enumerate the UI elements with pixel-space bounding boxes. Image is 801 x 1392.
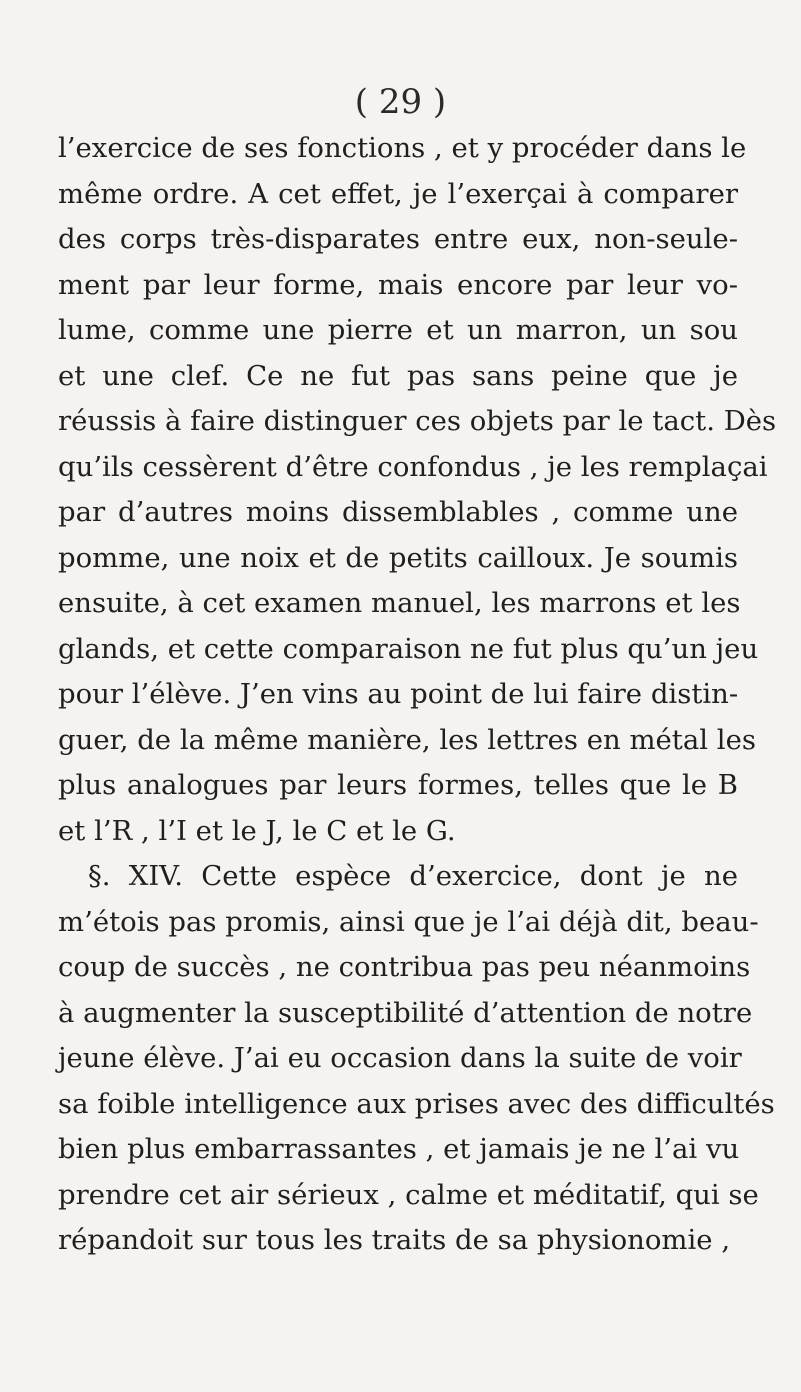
text-line: glands, et cette comparaison ne fut plus qu’un jeu (58, 632, 759, 665)
text-line: ensuite, à cet examen manuel, les marrons et les (58, 587, 741, 619)
text-line: pomme, une noix et de petits cailloux. Je soumis (58, 541, 738, 574)
text-line: m’étois pas promis, ainsi que je l’ai déjà dit, beau- (58, 905, 759, 938)
text-line: guer, de la même manière, les lettres en métal les (58, 723, 756, 756)
text-line: qu’ils cessèrent d’être confondus , je les remplaçai (58, 450, 768, 483)
text-line: coup de succès , ne contribua pas peu néanmoins (58, 951, 751, 983)
text-line: pour l’élève. J’en vins au point de lui faire distin- (58, 678, 739, 710)
text-line: à augmenter la susceptibilité d’attention de notre (58, 996, 753, 1029)
text-line: répandoit sur tous les traits de sa physionomie , (58, 1224, 731, 1256)
text-line: bien plus embarrassantes , et jamais je ne l’ai vu (58, 1133, 740, 1165)
body-text (58, 126, 777, 1264)
text-line: jeune élève. J’ai eu occasion dans la suite de voir (58, 1042, 742, 1074)
text-line: l’exercice de ses fonctions , et y procéder dans le (58, 132, 747, 164)
text-line: ment par leur forme, mais encore par leur vo- (58, 268, 738, 301)
text-line: lume, comme une pierre et un marron, un sou (58, 314, 738, 346)
text-line: sa foible intelligence aux prises avec des difficultés (58, 1087, 775, 1120)
text-line: même ordre. A cet effet, je l’exerçai à comparer (58, 177, 738, 210)
text-line: §. XIV. Cette espèce d’exercice, dont je ne (88, 860, 738, 892)
text-line: réussis à faire distinguer ces objets par le tact. Dès (58, 405, 777, 437)
text-line: et l’R , l’I et le J, le C et le G. (58, 814, 456, 847)
text-line: par d’autres moins dissemblables , comme une (58, 496, 738, 528)
text-line: et une clef. Ce ne fut pas sans peine que je (58, 359, 738, 392)
text-line: plus analogues par leurs formes, telles que le B (58, 769, 738, 801)
text-line: prendre cet air sérieux , calme et méditatif, qui se (58, 1178, 759, 1211)
text-line: des corps très-disparates entre eux, non-seule- (58, 223, 738, 255)
page-number: ( 29 ) (354, 82, 447, 122)
